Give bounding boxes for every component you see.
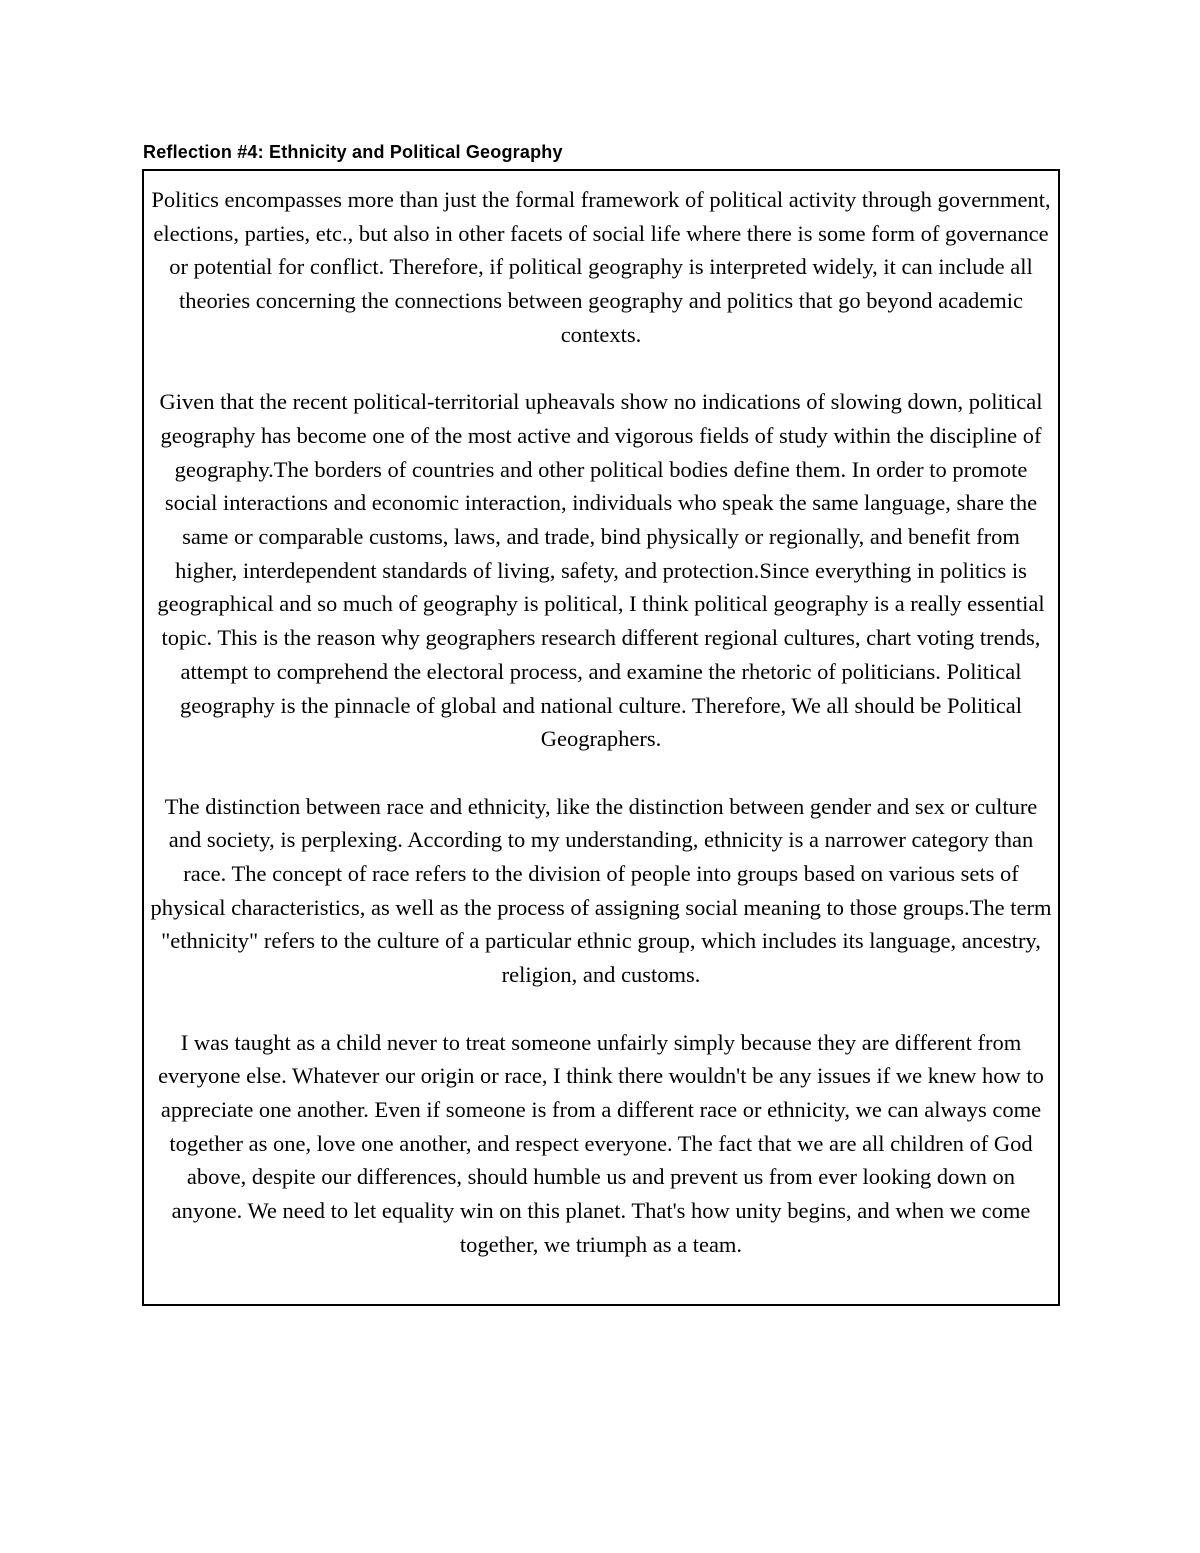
paragraph-political-geography: Given that the recent political-territorial upheavals show no indications of slowing down, political geography has become one of the most active and vigorous fields of study within the discipline of geography.The borders of countries and other political bodies define them. In order to promote social interactions and economic interaction, individuals who speak the same language, share the same or comparable customs, laws, and trade, bind physically or regionally, and benefit from higher, interdependent standards of living, safety, and protection.Since everything in politics is geographical and so much of geography is political, I think political geography is a really essential topic. This is the reason why geographers research different regional cultures, chart voting trends, attempt to comprehend the electoral process, and examine the rhetoric of politicians. Political geography is the pinnacle of global and national culture. Therefore, We all should be Political Geographers. [157,389,1045,752]
reflection-text-box [142,169,1060,1306]
paragraph-politics-definition: Politics encompasses more than just the formal framework of political activity through government, elections, parties, etc., but also in other facets of social life where there is some form of governance or potential for conflict. Therefore, if political geography is interpreted widely, it can include all theories concerning the connections between geography and politics that go beyond academic contexts. [151,187,1051,347]
page-title: Reflection #4: Ethnicity and Political Geography [143,142,563,162]
paragraph-race-ethnicity: The distinction between race and ethnicity, like the distinction between gender and sex or culture and society, is perplexing. According to my understanding, ethnicity is a narrower category than race. The concept of race refers to the division of people into groups based on various sets of physical characteristics, as well as the process of assigning social meaning to those groups.The term "ethnicity" refers to the culture of a particular ethnic group, which includes its language, ancestry, religion, and customs. [150,793,1052,988]
paragraph-unity: I was taught as a child never to treat someone unfairly simply because they are different from everyone else. Whatever our origin or race, I think there wouldn't be any issues if we knew how to appreciate one another. Even if someone is from a different race or ethnicity, we can always come together as one, love one another, and respect everyone. The fact that we are all children of God above, despite our differences, should humble us and prevent us from ever looking down on anyone. We need to let equality win on this planet. That's how unity begins, and when we come together, we triumph as a team. [158,1029,1044,1257]
